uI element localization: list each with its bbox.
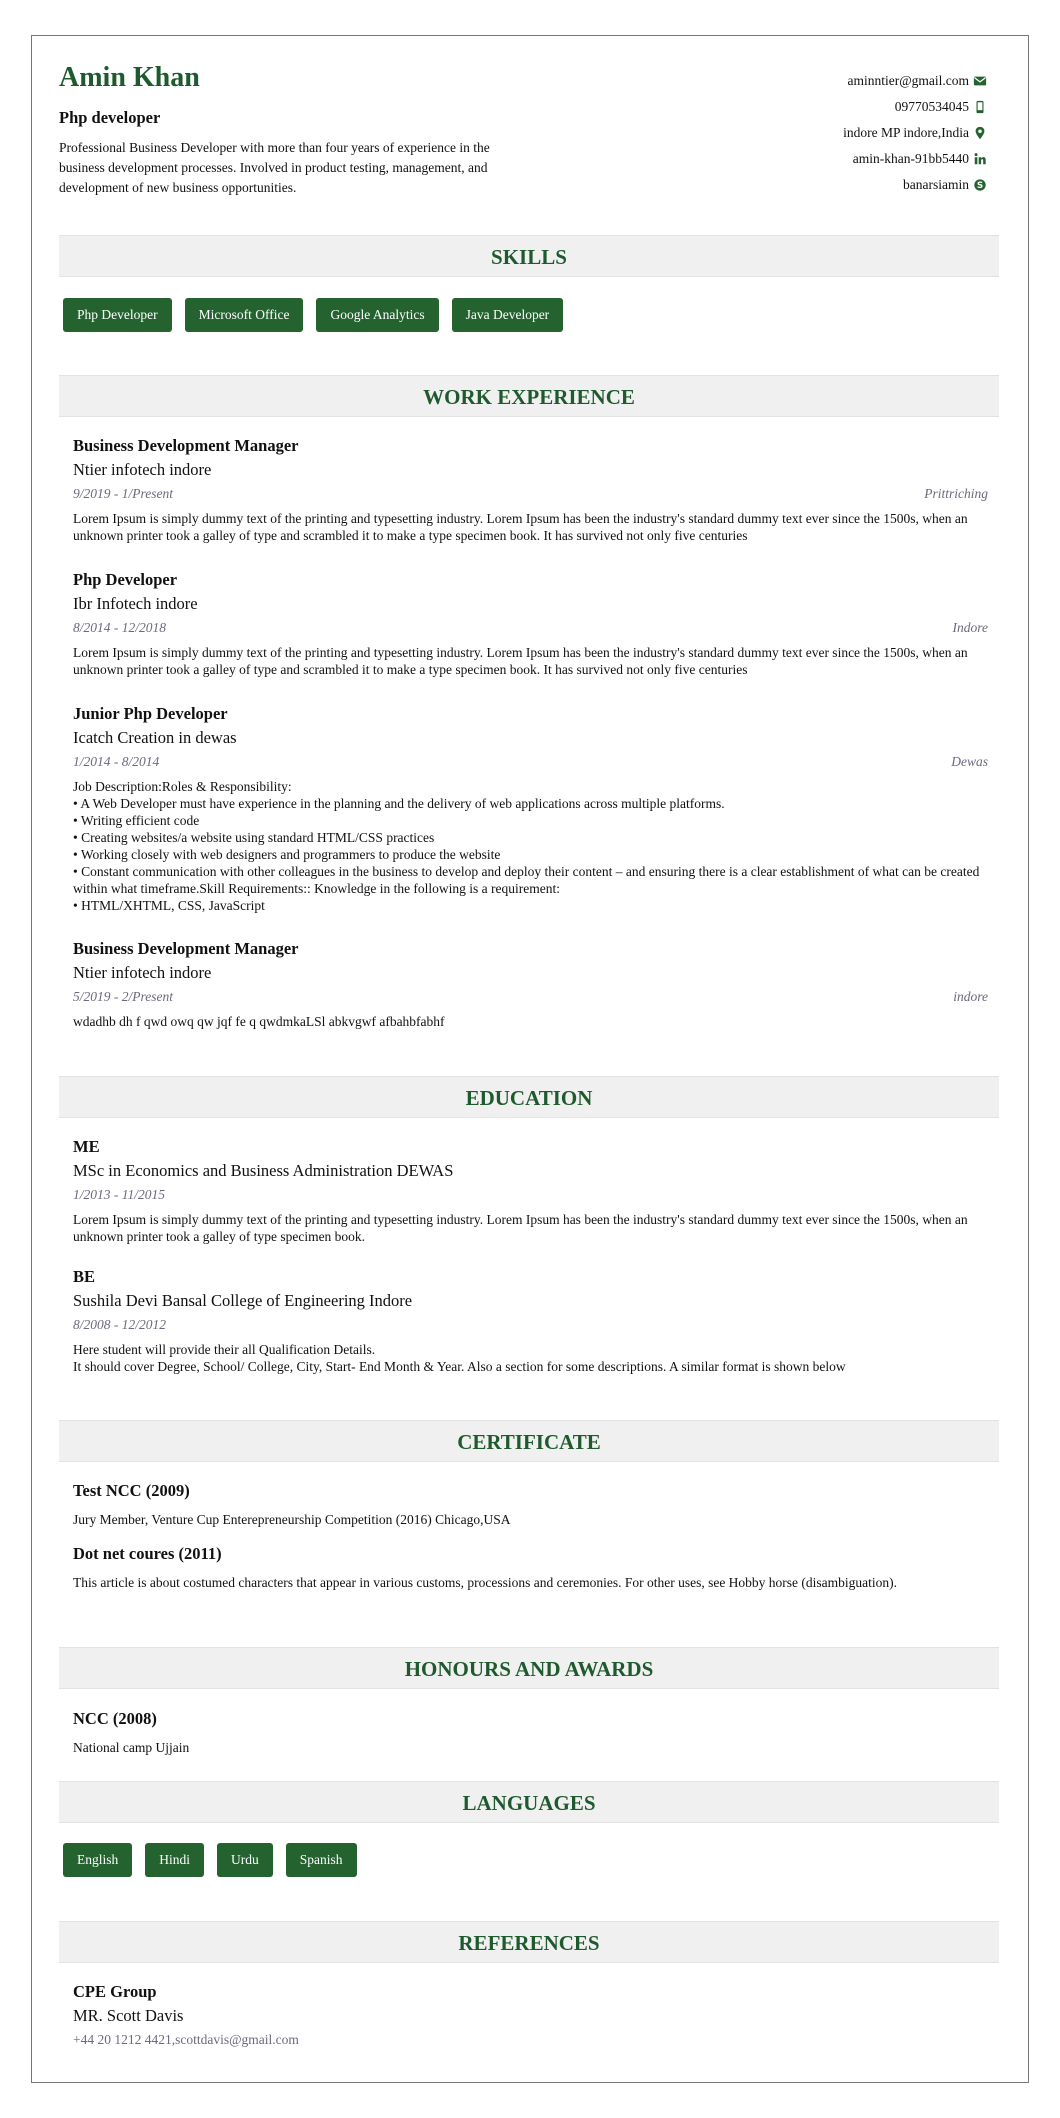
- contact-phone[interactable]: [843, 94, 987, 120]
- language-chip: Urdu: [217, 1843, 273, 1877]
- contact-list: [843, 68, 987, 198]
- job-location: Indore: [952, 620, 988, 635]
- certificate-entry: [73, 1481, 988, 1528]
- reference-contact[interactable]: +44 20 1212 4421,scottdavis@gmail.com: [73, 2032, 299, 2047]
- company-name: Ntier infotech indore: [73, 460, 212, 479]
- section-header-skills: SKILLS: [59, 235, 999, 277]
- work-entry: [73, 436, 988, 544]
- work-entry: [73, 570, 988, 678]
- reference-person: MR. Scott Davis: [73, 2006, 184, 2025]
- certificate-description: Jury Member, Venture Cup Enterepreneurship Competition (2016) Chicago,USA: [73, 1512, 511, 1527]
- linkedin-icon: [973, 152, 987, 166]
- work-entry: [73, 939, 988, 1030]
- degree-title: BE: [73, 1267, 96, 1286]
- job-description: Lorem Ipsum is simply dummy text of the printing and typesetting industry. Lorem Ipsum has been the industry's standard dummy text ever since the 1500s, when an unknown printer took a galley of type and scrambled it to make a type specimen book. It has survived not only five centuries: [73, 645, 968, 677]
- language-chip: English: [63, 1843, 132, 1877]
- contact-skype-text: banarsiamin: [903, 177, 969, 192]
- certificate-title: Test NCC (2009): [73, 1481, 190, 1500]
- contact-linkedin[interactable]: [843, 146, 987, 172]
- job-location: Prittriching: [924, 486, 988, 501]
- envelope-icon: [973, 74, 987, 88]
- contact-address: [843, 120, 987, 146]
- job-meta: [73, 754, 988, 778]
- map-pin-icon: [973, 126, 987, 140]
- education-meta: [73, 1187, 988, 1211]
- job-dates: 1/2014 - 8/2014: [73, 754, 160, 769]
- section-header-education: EDUCATION: [59, 1076, 999, 1118]
- section-header-languages: LANGUAGES: [59, 1781, 999, 1823]
- education-entry: [73, 1137, 988, 1245]
- contact-skype[interactable]: [843, 172, 987, 198]
- degree-title: ME: [73, 1137, 100, 1156]
- job-description: Job Description:Roles & Responsibility: • A Web Developer must have experience in the planning and the delivery of web applications across multiple platforms. • Writing efficient code • Creating websites/a website using standard HTML/CSS practices • Working closely with web designers and programmers to produce the website • Constant communication with other colleagues in the business to develop and deploy their content – and ensuring there is a clear establishment of what can be created within what timeframe.Skill Requirements:: Knowledge in the following is a requirement: • HTML/XHTML, CSS, JavaScript: [73, 779, 980, 913]
- certificate-entry: [73, 1544, 988, 1591]
- job-dates: 5/2019 - 2/Present: [73, 989, 173, 1004]
- job-title: Business Development Manager: [73, 436, 299, 455]
- job-meta: [73, 989, 988, 1013]
- company-name: Ntier infotech indore: [73, 963, 212, 982]
- education-entry: [73, 1267, 988, 1375]
- contact-linkedin-text: amin-khan-91bb5440: [852, 151, 969, 166]
- resume-page: [31, 35, 1029, 2083]
- skype-icon: [973, 178, 987, 192]
- job-title: Business Development Manager: [73, 939, 299, 958]
- job-title: Junior Php Developer: [73, 704, 228, 723]
- section-header-certificate: CERTIFICATE: [59, 1420, 999, 1462]
- certificate-description: This article is about costumed characters that appear in various customs, processions and ceremonies. For other uses, see Hobby horse (disambiguation).: [73, 1575, 898, 1590]
- award-title: NCC (2008): [73, 1709, 157, 1728]
- skills-list: [63, 298, 576, 332]
- education-description: Lorem Ipsum is simply dummy text of the printing and typesetting industry. Lorem Ipsum has been the industry's standard dummy text ever since the 1500s, when an unknown printer took a galley of type specimen book.: [73, 1212, 968, 1244]
- skill-chip: Java Developer: [452, 298, 564, 332]
- job-meta: [73, 620, 988, 644]
- job-description: wdadhb dh f qwd owq qw jqf fe q qwdmkaLSl abkvgwf afbahbfabhf: [73, 1014, 445, 1029]
- reference-organization: CPE Group: [73, 1982, 157, 2001]
- job-meta: [73, 486, 988, 510]
- award-entry: [73, 1709, 988, 1756]
- section-header-references: REFERENCES: [59, 1921, 999, 1963]
- school-name: Sushila Devi Bansal College of Engineering Indore: [73, 1291, 413, 1310]
- education-dates: 8/2008 - 12/2012: [73, 1317, 166, 1332]
- candidate-name: Amin Khan: [59, 62, 200, 93]
- company-name: Icatch Creation in dewas: [73, 728, 237, 747]
- job-description: Lorem Ipsum is simply dummy text of the printing and typesetting industry. Lorem Ipsum has been the industry's standard dummy text ever since the 1500s, when an unknown printer took a galley of type and scrambled it to make a type specimen book. It has survived not only five centuries: [73, 511, 968, 543]
- language-chip: Spanish: [286, 1843, 357, 1877]
- reference-entry: [73, 1982, 988, 2048]
- contact-address-text: indore MP indore,India: [843, 125, 969, 140]
- contact-phone-text: 09770534045: [894, 99, 969, 114]
- languages-list: [63, 1843, 370, 1877]
- job-dates: 8/2014 - 12/2018: [73, 620, 166, 635]
- skill-chip: Google Analytics: [316, 298, 438, 332]
- education-dates: 1/2013 - 11/2015: [73, 1187, 165, 1202]
- contact-email-text: aminntier@gmail.com: [847, 73, 969, 88]
- candidate-role: Php developer: [59, 108, 161, 127]
- language-chip: Hindi: [145, 1843, 204, 1877]
- job-dates: 9/2019 - 1/Present: [73, 486, 173, 501]
- certificate-title: Dot net coures (2011): [73, 1544, 222, 1563]
- school-name: MSc in Economics and Business Administration DEWAS: [73, 1161, 454, 1180]
- company-name: Ibr Infotech indore: [73, 594, 198, 613]
- skill-chip: Php Developer: [63, 298, 172, 332]
- job-title: Php Developer: [73, 570, 178, 589]
- job-location: Dewas: [951, 754, 988, 769]
- contact-email[interactable]: [843, 68, 987, 94]
- award-description: National camp Ujjain: [73, 1740, 190, 1755]
- svg-text:S: S: [976, 181, 984, 192]
- section-header-honours-awards: HONOURS AND AWARDS: [59, 1647, 999, 1689]
- profile-summary: Professional Business Developer with more than four years of experience in the business development processes. Involved in product testing, management, and development of new business opportunities.: [59, 140, 490, 195]
- section-header-work-experience: WORK EXPERIENCE: [59, 375, 999, 417]
- education-description: Here student will provide their all Qualification Details. It should cover Degree, School/ College, City, Start- End Month & Year. Also a section for some descriptions. A similar format is shown below: [73, 1342, 846, 1374]
- education-meta: [73, 1317, 988, 1341]
- job-location: indore: [953, 989, 988, 1004]
- work-entry: [73, 704, 988, 914]
- skill-chip: Microsoft Office: [185, 298, 304, 332]
- mobile-phone-icon: [973, 100, 987, 114]
